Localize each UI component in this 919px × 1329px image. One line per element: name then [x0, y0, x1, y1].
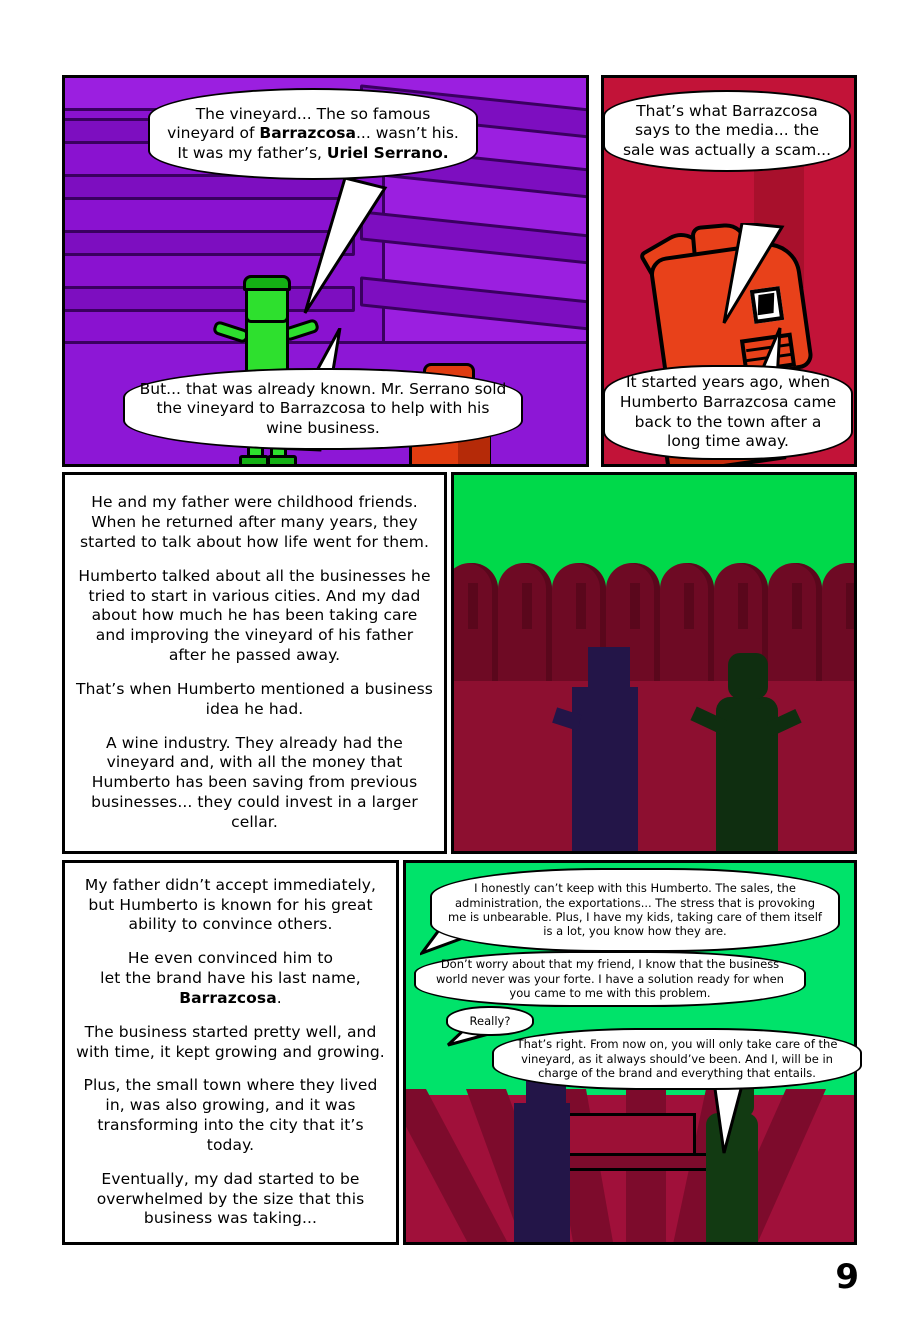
balloon-started-years-ago-text: It started years ago, when Humberto Barrazcosa came back to the town after a long time away.: [619, 373, 837, 451]
narration-paragraph: My father didn’t accept immediately, but Humberto is known for his great ability to convince others.: [84, 875, 377, 934]
silhouette-father-office: [514, 1103, 570, 1245]
balloon-already-known: [123, 368, 523, 450]
balloon-thats-right-text: That’s right. From now on, you will only take care of the vineyard, as it always should’ve been. And I, will be in charge of the brand and everything that entails.: [516, 1037, 838, 1081]
page-number: 9: [835, 1257, 859, 1297]
vine-trunk: [468, 583, 478, 629]
vine-trunk: [846, 583, 856, 629]
silhouette-father-head: [588, 647, 630, 695]
balloon-tail: [714, 223, 794, 333]
silhouette-father: [572, 687, 638, 854]
silhouette-humberto-head: [728, 653, 768, 699]
narration-paragraph: The business started pretty well, and with time, it kept growing and growing.: [76, 1022, 385, 1061]
balloon-thats-right: [492, 1028, 862, 1090]
balloon-cant-keep-up: [430, 868, 840, 952]
balloon-already-known-text: But... that was already known. Mr. Serrano sold the vineyard to Barrazcosa to help with his wine business.: [139, 379, 507, 437]
narration-paragraph: Plus, the small town where they lived in, was also growing, and it was transforming into the city that it’s today.: [83, 1076, 378, 1154]
panel-vineyard: [451, 472, 857, 854]
vine-trunk: [738, 583, 748, 629]
green-hair: [243, 275, 291, 291]
vineyard-ground: [454, 655, 854, 851]
balloon-started-years-ago: [603, 365, 853, 460]
narration-paragraph: A wine industry. They already had the vineyard and, with all the money that Humberto has been saving from previous businesses... they could invest in a larger cellar.: [91, 733, 418, 831]
vine-trunk: [522, 583, 532, 629]
balloon-vineyard-reveal: The vineyard... The so famous vineyard of Barrazcosa... wasn’t his. It was my father’s, Uriel Serrano.: [148, 88, 478, 180]
balloon-media-scam: [603, 90, 851, 172]
balloon-dont-worry: [414, 951, 806, 1007]
narration-paragraph: Eventually, my dad started to be overwhelmed by the size that this business was taking...: [96, 1169, 365, 1228]
balloon-really: [446, 1006, 534, 1036]
vine-trunk: [684, 583, 694, 629]
vine-trunk: [792, 583, 802, 629]
balloon-cant-keep-up-text: I honestly can’t keep with this Humberto. The sales, the administration, the exportations... The stress that is provoking me is unbearable. Plus, I have my kids, taking care of them itself is a lot, you know how they are.: [448, 881, 822, 939]
balloon-media-scam-text: That’s what Barrazcosa says to the media... the sale was actually a scam...: [622, 101, 832, 159]
balloon-really-text: Really?: [469, 1013, 511, 1028]
narration-paragraph: Humberto talked about all the businesses he tried to start in various cities. And my dad about how much he has been taking care and improving the vineyard of his father after he passed away.: [78, 566, 431, 665]
vine-trunk: [630, 583, 640, 629]
narration-paragraph: He and my father were childhood friends. When he returned after many years, they started to talk about how life went for them.: [79, 493, 429, 551]
balloon-dont-worry-text: Don’t worry about that my friend, I know that the business world never was your forte. I have a solution ready for when you came to me with this problem.: [436, 957, 784, 1001]
narration-paragraph-brand: He even convinced him to let the brand have his last name, Barrazcosa.: [100, 949, 361, 1007]
narration-paragraph: That’s when Humberto mentioned a business idea he had.: [76, 679, 433, 718]
vine-trunk: [576, 583, 586, 629]
panel-narration-lower: [62, 860, 399, 1245]
panel-narration-upper: [62, 472, 447, 854]
balloon-tail: [285, 168, 395, 328]
